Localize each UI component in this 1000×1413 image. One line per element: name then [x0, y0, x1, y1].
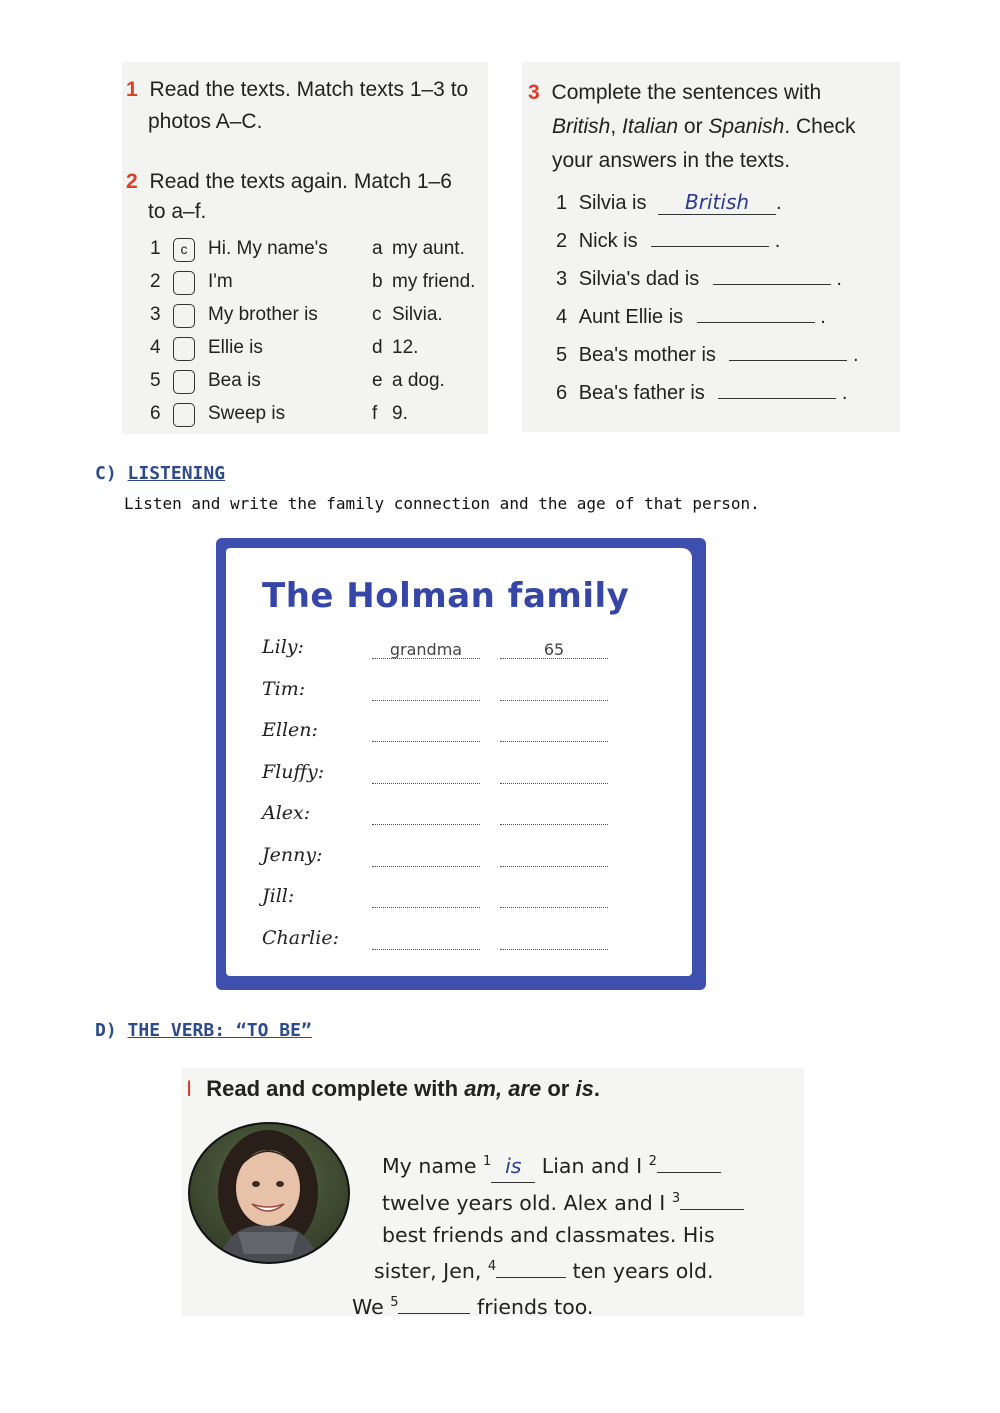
- answer-blank-4[interactable]: [496, 1259, 566, 1278]
- section-c-instruction: Listen and write the family connection and the age of that person.: [124, 494, 760, 513]
- answer-box[interactable]: [173, 304, 195, 328]
- family-member-row: [262, 761, 662, 803]
- section-c-heading: C) LISTENING: [95, 463, 226, 484]
- relation-dotted-line: [372, 949, 480, 950]
- member-name: Ellen:: [262, 719, 318, 741]
- exercise-number: I: [186, 1076, 193, 1101]
- answer-box[interactable]: c: [173, 238, 195, 262]
- exercise-number: 2: [126, 170, 138, 193]
- exercise-instruction-cont: photos A–C.: [148, 110, 263, 133]
- to-be-instruction: I Read and complete with am, are or is.: [186, 1076, 600, 1101]
- section-d-heading: D) THE VERB: “TO BE”: [95, 1020, 312, 1041]
- member-name: Jill:: [262, 885, 295, 907]
- sentence-item: 4 Aunt Ellie is .: [556, 306, 826, 328]
- member-name: Tim:: [262, 677, 306, 700]
- age-dotted-line: [500, 700, 608, 701]
- answer-blank[interactable]: [651, 228, 769, 247]
- answer-blank[interactable]: [718, 380, 836, 399]
- relation-dotted-line: [372, 700, 480, 701]
- match-row: 3 My brother is c Silvia.: [150, 304, 490, 337]
- answer-box[interactable]: [173, 271, 195, 295]
- match-row: 6 Sweep is f 9.: [150, 403, 490, 436]
- matching-list: [150, 238, 490, 436]
- exercise-2: [126, 170, 486, 224]
- sentence-item: 6 Bea's father is .: [556, 382, 848, 404]
- relation-dotted-line: [372, 783, 480, 784]
- answer-blank[interactable]: [713, 266, 831, 285]
- relation-dotted-line: [372, 658, 480, 659]
- age-dotted-line: [500, 824, 608, 825]
- family-member-row: [262, 802, 662, 844]
- member-name: Fluffy:: [262, 760, 325, 783]
- answer-blank-3[interactable]: [680, 1191, 744, 1210]
- family-member-row: [262, 844, 662, 886]
- answer-blank[interactable]: British: [658, 190, 776, 215]
- exercise-instruction: Read the texts. Match texts 1–3 to: [149, 78, 469, 101]
- relation-dotted-line: [372, 741, 480, 742]
- answer-box[interactable]: [173, 370, 195, 394]
- match-row: 1 c Hi. My name's a my aunt.: [150, 238, 490, 271]
- match-row: 2 I'm b my friend.: [150, 271, 490, 304]
- holman-family-title: The Holman family: [262, 576, 630, 616]
- exercise-3-items: [556, 190, 896, 418]
- exercise-1: [126, 78, 486, 134]
- match-row: 4 Ellie is d 12.: [150, 337, 490, 370]
- age-answer[interactable]: 65: [543, 640, 565, 659]
- exercise-3: 3 Complete the sentences with British, Italian or Spanish. Check your answers in the texts.: [528, 81, 856, 172]
- family-member-row: [262, 927, 662, 969]
- relation-answer[interactable]: grandma: [389, 640, 463, 659]
- answer-blank-5[interactable]: [398, 1295, 470, 1314]
- member-name: Charlie:: [262, 926, 339, 949]
- sentence-item: 3 Silvia's dad is .: [556, 268, 842, 290]
- answer-blank[interactable]: [729, 342, 847, 361]
- age-dotted-line: [500, 866, 608, 867]
- age-dotted-line: [500, 907, 608, 908]
- family-member-row: [262, 636, 662, 678]
- exercise-instruction: Complete the sentences with: [551, 81, 822, 104]
- sentence-item: 1 Silvia is British .: [556, 190, 782, 214]
- member-name: Jenny:: [262, 843, 323, 866]
- answer-blank-1[interactable]: is: [491, 1151, 535, 1184]
- sentence-item: 5 Bea's mother is .: [556, 344, 859, 366]
- age-dotted-line: [500, 783, 608, 784]
- relation-dotted-line: [372, 824, 480, 825]
- member-name: Lily:: [262, 636, 304, 658]
- answer-blank-2[interactable]: [657, 1154, 721, 1173]
- age-dotted-line: [500, 658, 608, 659]
- girl-portrait-photo: [188, 1122, 350, 1264]
- family-member-row: [262, 885, 662, 927]
- age-dotted-line: [500, 949, 608, 950]
- answer-blank[interactable]: [697, 304, 815, 323]
- exercise-number: 3: [528, 81, 540, 104]
- exercise-number: 1: [126, 78, 138, 101]
- match-row: 5 Bea is e a dog.: [150, 370, 490, 403]
- relation-dotted-line: [372, 866, 480, 867]
- age-dotted-line: [500, 741, 608, 742]
- family-member-list: [262, 636, 662, 968]
- family-member-row: [262, 678, 662, 720]
- member-name: Alex:: [262, 802, 311, 824]
- exercise-instruction: Read the texts again. Match 1–6: [149, 170, 452, 193]
- answer-box[interactable]: [173, 337, 195, 361]
- sentence-item: 2 Nick is .: [556, 230, 781, 252]
- relation-dotted-line: [372, 907, 480, 908]
- family-member-row: [262, 719, 662, 761]
- exercise-instruction-cont: to a–f.: [148, 200, 207, 223]
- to-be-text: My name $^1$ is Lian and I $^2$ twelve years old. Alex and I $^3$ best friends and classmates. His sister, Jen, $^4$ ten years old. We $^5$ friends too.: [350, 1146, 800, 1324]
- answer-box[interactable]: [173, 403, 195, 427]
